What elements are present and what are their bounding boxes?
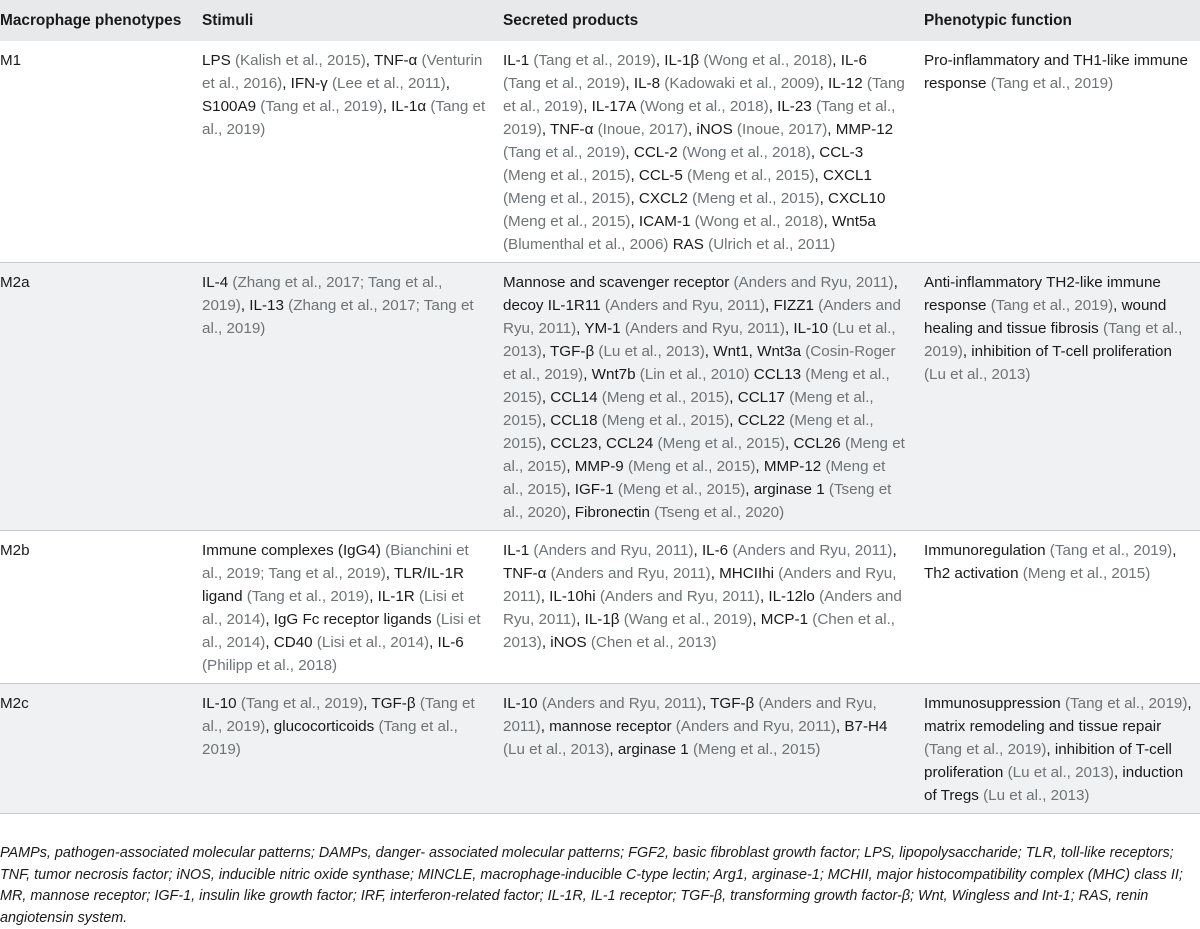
citation-text: (Cosin-Roger et al., 2019)	[503, 343, 896, 383]
header-stimuli: Stimuli	[202, 12, 254, 29]
citation-text: (Tang et al., 2019)	[1049, 542, 1173, 559]
cell-text: , IFN-γ	[282, 75, 332, 92]
cell-text: , CCL14	[541, 389, 602, 406]
stimuli-cell	[192, 531, 493, 684]
citation-text: (Anders and Ryu, 2011)	[503, 297, 901, 337]
citation-text: (Zhang et al., 2017; Tang et al., 2019)	[202, 297, 474, 337]
cell-text: , IL-6	[832, 52, 867, 69]
citation-text: (Meng et al., 2015)	[503, 213, 631, 230]
citation-text: (Meng et al., 2015)	[692, 190, 820, 207]
citation-text: (Meng et al., 2015)	[503, 412, 874, 452]
cell-text: , TLR/IL-1R ligand	[202, 565, 465, 605]
citation-text: (Kalish et al., 2015)	[234, 52, 366, 69]
table-row	[0, 531, 1200, 684]
cell-text: , CCL-2	[625, 144, 682, 161]
citation-text: (Tseng et al., 2020)	[503, 481, 892, 521]
citation-text: (Tang et al., 2019)	[246, 588, 370, 605]
cell-text: , IL-1α	[382, 98, 431, 115]
cell-text: Immunosuppression	[924, 695, 1065, 712]
cell-text: Immune complexes (IgG4)	[202, 542, 386, 559]
header-secreted-products: Secreted products	[503, 12, 639, 29]
cell-text: , CCL18	[541, 412, 602, 429]
cell-text: CCL13	[749, 366, 806, 383]
citation-text: (Kadowaki et al., 2009)	[664, 75, 820, 92]
cell-text: LPS	[202, 52, 235, 69]
phenotypic-function-cell	[914, 684, 1200, 814]
header-phenotypes: Macrophage phenotypes	[0, 12, 182, 29]
cell-text: , arginase 1	[609, 741, 693, 758]
cell-text: , iNOS	[687, 121, 737, 138]
cell-text: , decoy IL-1R11	[503, 274, 898, 314]
cell-text: IL-10	[503, 695, 542, 712]
citation-text: (Tang et al., 2019)	[503, 75, 905, 115]
citation-text: (Tang et al., 2019)	[1064, 695, 1188, 712]
citation-text: (Tang et al., 2019)	[990, 297, 1114, 314]
cell-text: , matrix remodeling and tissue repair	[924, 695, 1192, 735]
citation-text: (Tang et al., 2019)	[503, 144, 626, 161]
cell-text: Mannose and scavenger receptor	[503, 274, 734, 291]
citation-text: (Zhang et al., 2017; Tang et al., 2019)	[202, 274, 443, 314]
cell-text: , MMP-12	[755, 458, 826, 475]
cell-text: , CCL22	[729, 412, 790, 429]
cell-text: , TNF-α	[365, 52, 422, 69]
cell-text: , S100A9	[202, 75, 450, 115]
phenotype-cell: M2c	[0, 695, 29, 712]
citation-text: (Anders and Ryu, 2011)	[533, 542, 694, 559]
citation-text: (Lisi et al., 2014)	[202, 588, 464, 628]
citation-text: (Meng et al., 2015)	[503, 435, 905, 475]
cell-text: , YM-1	[576, 320, 625, 337]
citation-text: (Tang et al., 2019)	[503, 98, 896, 138]
citation-text: (Bianchini et al., 2019; Tang et al., 2019)	[202, 542, 469, 582]
cell-text: , induction of Tregs	[924, 764, 1184, 804]
phenotypic-function-cell	[914, 531, 1200, 684]
citation-text: (Anders and Ryu, 2011)	[503, 565, 897, 605]
cell-text: , Wnt1, Wnt3a	[704, 343, 806, 360]
citation-text: (Anders and Ryu, 2011)	[733, 274, 894, 291]
stimuli-cell	[192, 684, 493, 814]
cell-text: , IL-12	[819, 75, 867, 92]
cell-text: , MCP-1	[752, 611, 813, 628]
cell-text: , IL-17A	[583, 98, 640, 115]
table-row	[0, 263, 1200, 531]
cell-text: , Fibronectin	[566, 504, 655, 521]
citation-text: (Meng et al., 2015)	[601, 412, 730, 429]
phenotypic-function-cell	[914, 41, 1200, 263]
citation-text: (Anders and Ryu, 2011)	[503, 695, 877, 735]
citation-text: (Anders and Ryu, 2011)	[599, 588, 760, 605]
cell-text: , TNF-α	[503, 542, 897, 582]
citation-text: (Lu et al., 2013)	[1007, 764, 1114, 781]
cell-text: , IL-1R	[369, 588, 419, 605]
header-phenotypic-function: Phenotypic function	[924, 12, 1072, 29]
cell-text: , MHCIIhi	[710, 565, 779, 582]
table-body	[0, 41, 1200, 814]
cell-text: , IL-12lo	[759, 588, 820, 605]
secreted-products-cell	[493, 41, 914, 263]
cell-text: , CXCL10	[819, 190, 886, 207]
citation-text: (Meng et al., 2015)	[627, 458, 756, 475]
citation-text: (Wong et al., 2018)	[639, 98, 769, 115]
secreted-products-cell	[493, 684, 914, 814]
citation-text: (Meng et al., 2015)	[503, 167, 631, 184]
table-row	[0, 684, 1200, 814]
cell-text: IL-1	[503, 52, 534, 69]
cell-text: IL-4	[202, 274, 233, 291]
citation-text: (Lu et al., 2013)	[983, 787, 1090, 804]
cell-text: , TNF-α	[541, 121, 598, 138]
cell-text: , wound healing and tissue fibrosis	[924, 297, 1167, 337]
cell-text: , inhibition of T-cell proliferation	[924, 741, 1172, 781]
cell-text: , CD40	[265, 634, 317, 651]
cell-text: , CCL17	[729, 389, 790, 406]
table-footnote: PAMPs, pathogen-associated molecular patterns; DAMPs, danger- associated molecular patterns; FGF2, basic fibroblast growth factor; LPS, lipopolysaccharide; TLR, toll-like receptors; TNF, tumor necrosis factor; iNOS, inducible nitric oxide synthase; MINCLE, macrophage-inducible C-type lectin; Arg1, arginase-1; MCHII, major histocompatibility complex (MHC) class II; MR, mannose receptor; IGF-1, insulin like growth factor; IRF, interferon-related factor; IL-1R, IL-1 receptor; TGF-β, transforming growth factor-β; Wnt, Wingless and Int-1; RAS, renin angiotensin system.	[0, 845, 1183, 926]
secreted-products-cell	[493, 263, 914, 531]
cell-text: , inhibition of T-cell proliferation	[962, 343, 1172, 360]
citation-text: (Meng et al., 2015)	[503, 190, 631, 207]
citation-text: (Tang et al., 2019)	[202, 98, 486, 138]
citation-text: (Meng et al., 2015)	[657, 435, 785, 452]
cell-text: , iNOS	[541, 634, 591, 651]
citation-text: (Tang et al., 2019)	[240, 695, 364, 712]
cell-text: , glucocorticoids	[265, 718, 379, 735]
cell-text: Pro-inflammatory and TH1-like immune response	[924, 52, 1188, 92]
cell-text: , IGF-1	[566, 481, 618, 498]
cell-text: , CXCL1	[814, 167, 872, 184]
cell-text: , TGF-β	[363, 695, 420, 712]
cell-text: , CCL-3	[810, 144, 864, 161]
cell-text: , Th2 activation	[924, 542, 1177, 582]
cell-text: Anti-inflammatory TH2-like immune response	[924, 274, 1161, 314]
cell-text: IL-1	[503, 542, 534, 559]
citation-text: (Anders and Ryu, 2011)	[604, 297, 765, 314]
cell-text: , Wnt5a	[823, 213, 876, 230]
citation-text: (Tang et al., 2019)	[924, 320, 1183, 360]
citation-text: (Meng et al., 2015)	[503, 389, 874, 429]
cell-text: RAS	[668, 236, 709, 253]
citation-text: (Meng et al., 2015)	[617, 481, 746, 498]
citation-text: (Meng et al., 2015)	[503, 458, 886, 498]
header-row	[0, 0, 1200, 41]
cell-text: , B7-H4	[835, 718, 888, 735]
citation-text: (Meng et al., 2015)	[1022, 565, 1151, 582]
cell-text: IL-10	[202, 695, 241, 712]
citation-text: (Inoue, 2017)	[736, 121, 828, 138]
cell-text: Immunoregulation	[924, 542, 1050, 559]
cell-text: , mannose receptor	[540, 718, 676, 735]
citation-text: (Wang et al., 2019)	[623, 611, 753, 628]
cell-text: , CXCL2	[630, 190, 693, 207]
citation-text: (Chen et al., 2013)	[503, 611, 896, 651]
cell-text: , MMP-9	[566, 458, 628, 475]
cell-text: , IL-10	[784, 320, 833, 337]
cell-text: , IL-8	[625, 75, 665, 92]
citation-text: (Lu et al., 2013)	[503, 320, 896, 360]
citation-text: (Lin et al., 2010)	[639, 366, 750, 383]
citation-text: (Philipp et al., 2018)	[202, 657, 338, 674]
citation-text: (Meng et al., 2015)	[692, 741, 821, 758]
cell-text: , IgG Fc receptor ligands	[265, 611, 436, 628]
phenotypic-function-cell	[914, 263, 1200, 531]
citation-text: (Anders and Ryu, 2011)	[675, 718, 836, 735]
citation-text: (Tseng et al., 2020)	[654, 504, 785, 521]
citation-text: (Lu et al., 2013)	[924, 366, 1031, 383]
citation-text: (Chen et al., 2013)	[590, 634, 717, 651]
cell-text: , IL-10hi	[540, 588, 600, 605]
cell-text: , FIZZ1	[765, 297, 819, 314]
cell-text: , CCL-5	[630, 167, 688, 184]
citation-text: (Venturin et al., 2016)	[202, 52, 483, 92]
citation-text: (Meng et al., 2015)	[503, 366, 890, 406]
citation-text: (Tang et al., 2019)	[503, 75, 626, 92]
citation-text: (Tang et al., 2019)	[202, 718, 458, 758]
cell-text: , Wnt7b	[583, 366, 640, 383]
citation-text: (Lisi et al., 2014)	[316, 634, 430, 651]
citation-text: (Tang et al., 2019)	[924, 741, 1047, 758]
citation-text: (Tang et al., 2019)	[202, 695, 475, 735]
citation-text: (Wong et al., 2018)	[681, 144, 811, 161]
table-row	[0, 41, 1200, 263]
citation-text: (Blumenthal et al., 2006)	[503, 236, 669, 253]
cell-text: , MMP-12	[827, 121, 894, 138]
citation-text: (Lee et al., 2011)	[332, 75, 446, 92]
citation-text: (Lu et al., 2013)	[598, 343, 705, 360]
citation-text: (Lu et al., 2013)	[503, 741, 610, 758]
citation-text: (Anders and Ryu, 2011)	[732, 542, 893, 559]
citation-text: (Inoue, 2017)	[597, 121, 688, 138]
stimuli-cell	[192, 263, 493, 531]
citation-text: (Tang et al., 2019)	[533, 52, 656, 69]
phenotype-cell: M2b	[0, 542, 30, 559]
cell-text: , CCL23, CCL24	[541, 435, 658, 452]
table-header	[0, 0, 1200, 41]
cell-text: , TGF-β	[541, 343, 599, 360]
citation-text: (Anders and Ryu, 2011)	[624, 320, 785, 337]
phenotype-cell: M1	[0, 52, 22, 69]
citation-text: (Wong et al., 2018)	[694, 213, 824, 230]
cell-text: , TGF-β	[701, 695, 759, 712]
stimuli-cell	[192, 41, 493, 263]
citation-text: (Meng et al., 2015)	[687, 167, 815, 184]
secreted-products-cell	[493, 531, 914, 684]
cell-text: , IL-6	[429, 634, 464, 651]
cell-text: , IL-23	[768, 98, 816, 115]
citation-text: (Anders and Ryu, 2011)	[541, 695, 702, 712]
cell-text: , arginase 1	[745, 481, 829, 498]
citation-text: (Anders and Ryu, 2011)	[550, 565, 711, 582]
citation-text: (Lisi et al., 2014)	[202, 611, 481, 651]
citation-text: (Anders and Ryu, 2011)	[503, 588, 902, 628]
phenotype-cell: M2a	[0, 274, 30, 291]
citation-text: (Wong et al., 2018)	[703, 52, 833, 69]
cell-text: , ICAM-1	[630, 213, 695, 230]
cell-text: , IL-13	[240, 297, 289, 314]
cell-text: , CCL26	[785, 435, 845, 452]
citation-text: (Ulrich et al., 2011)	[708, 236, 836, 253]
cell-text: , IL-1β	[576, 611, 624, 628]
citation-text: (Tang et al., 2019)	[260, 98, 383, 115]
cell-text: , IL-6	[693, 542, 733, 559]
citation-text: (Meng et al., 2015)	[601, 389, 730, 406]
cell-text: , IL-1β	[655, 52, 704, 69]
citation-text: (Tang et al., 2019)	[990, 75, 1114, 92]
